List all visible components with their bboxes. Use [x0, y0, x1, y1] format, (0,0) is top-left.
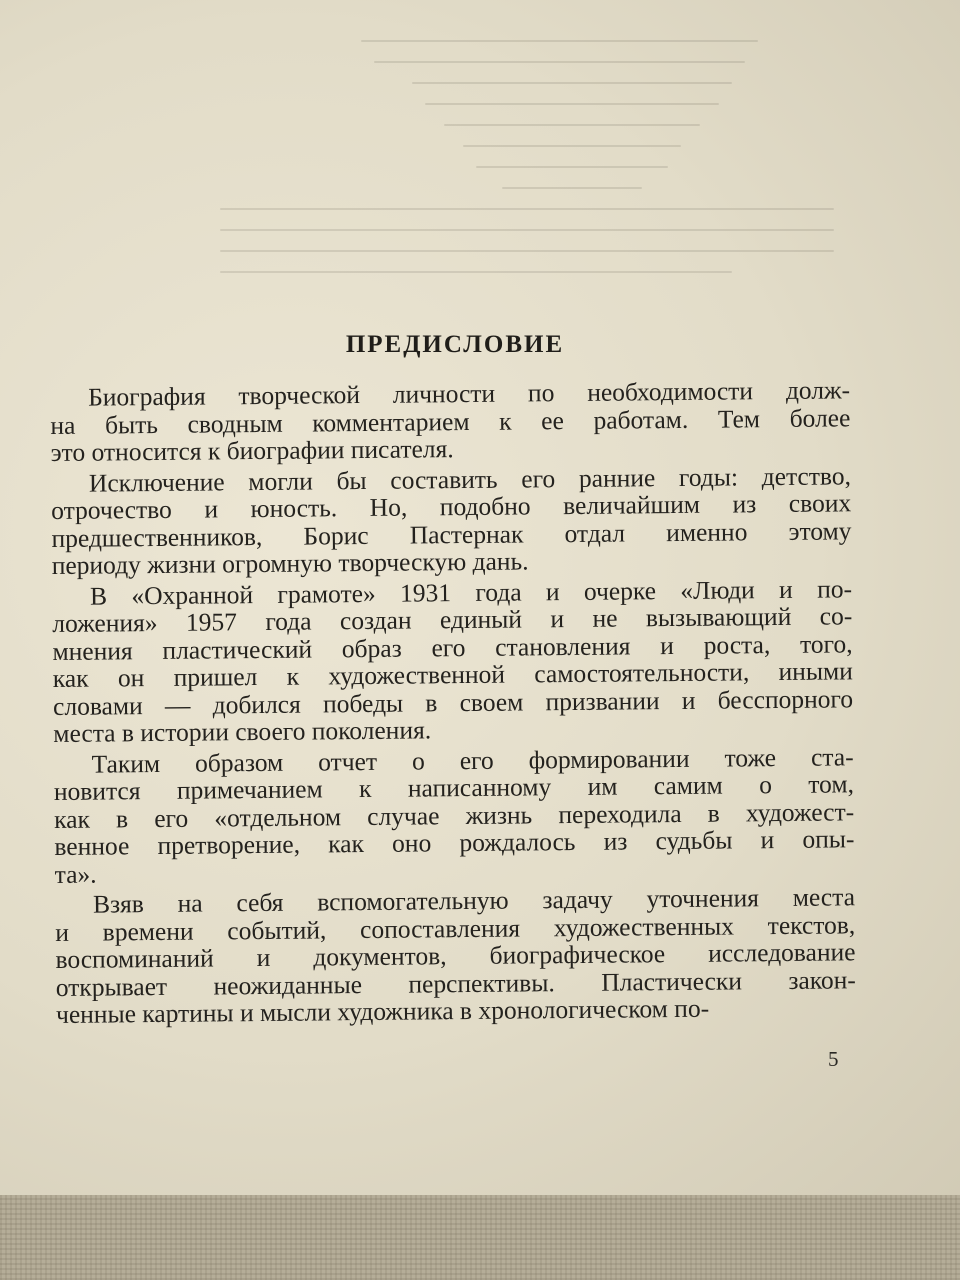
text-line: Исключение могли бы составить его ранние годы: детство, [88, 460, 852, 498]
paragraph [52, 575, 854, 748]
paragraph [55, 883, 856, 1028]
text-line: воспоминаний и документов, биографическое исследование [55, 937, 856, 974]
text-line: отрочество и юность. Но, подобно величайшим из своих [51, 488, 852, 525]
text-line: периоду жизни огромную творческую дань. [51, 546, 529, 580]
text-line: места в истории своего поколения. [53, 715, 432, 748]
text-line: новится примечанием к написанному им самим о том, [53, 769, 855, 806]
text-line: как он пришел к художественной самостоятельности, иными [52, 656, 853, 693]
text-line: предшественников, Борис Пастернак отдал именно этому [51, 515, 852, 553]
text-line: ложения» 1957 года создан единый и не вызывающий со- [52, 601, 853, 638]
text-line: та». [54, 859, 97, 889]
show-through-text [220, 40, 860, 340]
text-line: на быть сводным комментарием к ее работам. Тем более [50, 402, 851, 440]
body-text [50, 376, 856, 1031]
paragraph [54, 743, 855, 888]
paragraph [50, 376, 851, 466]
text-line: открывает неожиданные перспективы. Пластически закон- [55, 964, 856, 1002]
text-line: Взяв на себя вспомогательную задачу уточнения места [92, 882, 856, 919]
text-line: как в его «отдельном случае жизнь переходила в художест- [54, 796, 855, 834]
page-number: 5 [828, 1047, 839, 1071]
text-line: Биография творческой личности по необходимости долж- [87, 375, 851, 412]
text-line: и времени событий, сопоставления художественных текстов, [55, 909, 856, 947]
text-line: ченные картины и мысли художника в хронологическом по- [55, 993, 710, 1029]
page-title: ПРЕДИСЛОВИЕ [345, 331, 565, 358]
text-line: венное претворение, как оно рождалось из судьбы и опы- [54, 824, 855, 861]
text-line: это относится к биографии писателя. [50, 434, 454, 467]
paragraph [51, 462, 852, 580]
text-line: мнения пластический образ его становления и роста, того, [52, 628, 853, 666]
fabric-background [0, 1195, 960, 1280]
text-line: В «Охранной грамоте» 1931 года и очерке «Люди и по- [89, 573, 853, 611]
text-line: словами — добился победы в своем призвании и бесспорного [52, 683, 854, 721]
text-line: Таким образом отчет о его формировании тоже ста- [91, 741, 854, 779]
